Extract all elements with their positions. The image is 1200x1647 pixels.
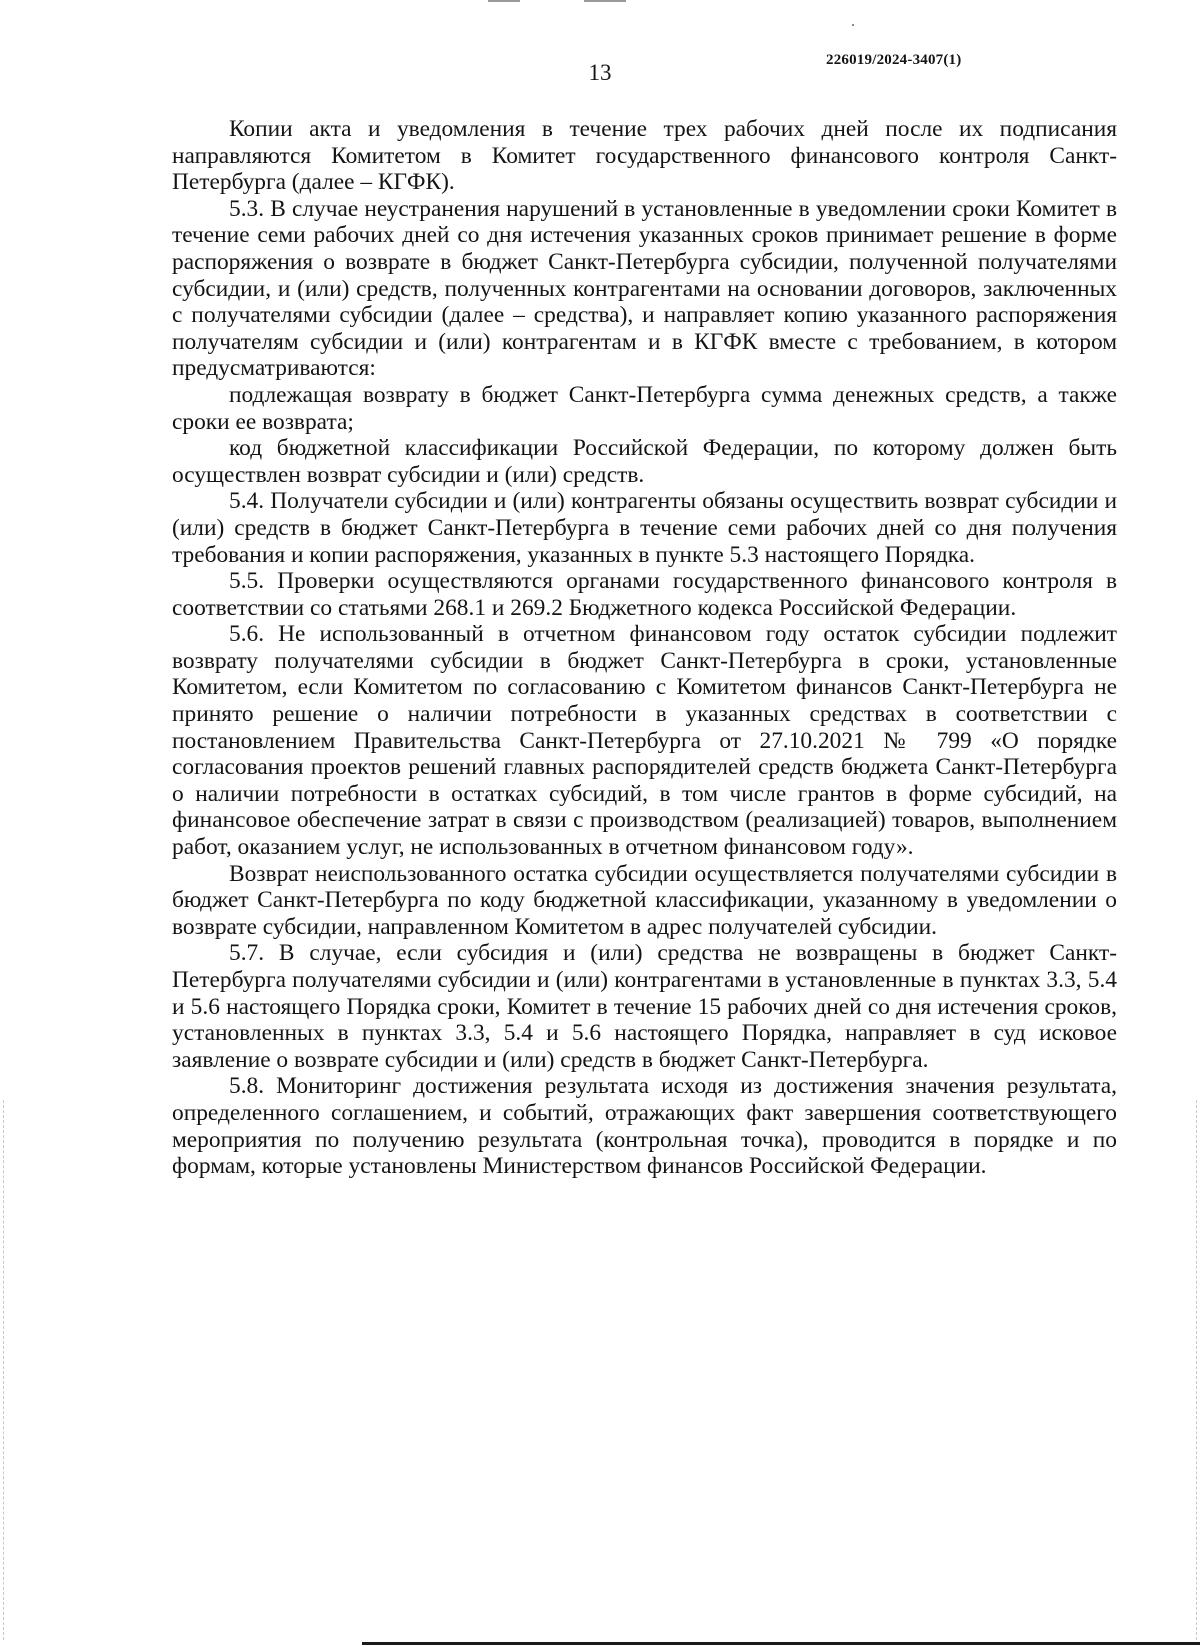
scan-artifact-top-right xyxy=(584,0,626,2)
scan-artifact-bottom-line xyxy=(362,1642,1200,1645)
paragraph-5-4: 5.4. Получатели субсидии и (или) контрагенты обязаны осуществить возврат субсидии и (или) средств в бюджет Санкт-Петербурга в течение семи рабочих дней со дня получения требования и копии распоряжения, указанных в пункте 5.3 настоящего Порядка. xyxy=(172,488,1117,568)
document-body xyxy=(172,116,1117,1180)
page-number: 13 xyxy=(588,60,612,85)
scan-artifact-right-edge xyxy=(1196,1100,1198,1640)
paragraph-copies-of-act: Копии акта и уведомления в течение трех рабочих дней после их подписания направляются Комитетом в Комитет государственного финансового контроля Санкт-Петербурга (далее – КГФК). xyxy=(172,116,1117,196)
scan-artifact-left-edge xyxy=(3,1100,5,1640)
document-registration-number: 226019/2024-3407(1) xyxy=(826,52,962,68)
paragraph-5-5: 5.5. Проверки осуществляются органами государственного финансового контроля в соответствии со статьями 268.1 и 269.2 Бюджетного кодекса Российской Федерации. xyxy=(172,568,1117,621)
scan-artifact-dot xyxy=(852,24,854,26)
paragraph-5-3: 5.3. В случае неустранения нарушений в установленные в уведомлении сроки Комитет в течение семи рабочих дней со дня истечения указанных сроков принимает решение в форме распоряжения о возврате в бюджет Санкт-Петербурга субсидии, полученной получателями субсидии, и (или) средств, полученных контрагентами на основании договоров, заключенных с получателями субсидии (далее – средства), и направляет копию указанного распоряжения получателям субсидии и (или) контрагентам и в КГФК вместе с требованием, в котором предусматриваются: xyxy=(172,195,1117,382)
paragraph-5-6-return: Возврат неиспользованного остатка субсидии осуществляется получателями субсидии в бюджет Санкт-Петербурга по коду бюджетной классификации, указанному в уведомлении о возврате субсидии, направленном Комитетом в адрес получателей субсидии. xyxy=(172,860,1117,940)
scan-artifact-top-left xyxy=(488,0,520,2)
paragraph-5-7: 5.7. В случае, если субсидия и (или) средства не возвращены в бюджет Санкт-Петербурга получателями субсидии и (или) контрагентами в установленные в пунктах 3.3, 5.4 и 5.6 настоящего Порядка сроки, Комитет в течение 15 рабочих дней со дня истечения сроков, установленных в пунктах 3.3, 5.4 и 5.6 настоящего Порядка, направляет в суд исковое заявление о возврате субсидии и (или) средств в бюджет Санкт-Петербурга. xyxy=(172,940,1117,1073)
paragraph-5-3-budget-code: код бюджетной классификации Российской Федерации, по которому должен быть осуществлен возврат субсидии и (или) средств. xyxy=(172,435,1117,488)
paragraph-5-3-amount: подлежащая возврату в бюджет Санкт-Петербурга сумма денежных средств, а также сроки ее возврата; xyxy=(172,381,1117,435)
paragraph-5-8: 5.8. Мониторинг достижения результата исходя из достижения значения результата, определенного соглашением, и событий, отражающих факт завершения соответствующего мероприятия по получению результата (контрольная точка), проводится в порядке и по формам, которые установлены Министерством финансов Российской Федерации. xyxy=(172,1073,1117,1180)
paragraph-5-6: 5.6. Не использованный в отчетном финансовом году остаток субсидии подлежит возврату получателями субсидии в бюджет Санкт-Петербурга в сроки, установленные Комитетом, если Комитетом по согласованию с Комитетом финансов Санкт-Петербурга не принято решение о наличии потребности в указанных средствах в соответствии с постановлением Правительства Санкт-Петербурга от 27.10.2021 № 799 «О порядке согласования проектов решений главных распорядителей средств бюджета Санкт-Петербурга о наличии потребности в остатках субсидий, в том числе грантов в форме субсидий, на финансовое обеспечение затрат в связи с производством (реализацией) товаров, выполнением работ, оказанием услуг, не использованных в отчетном финансовом году». xyxy=(172,621,1117,861)
